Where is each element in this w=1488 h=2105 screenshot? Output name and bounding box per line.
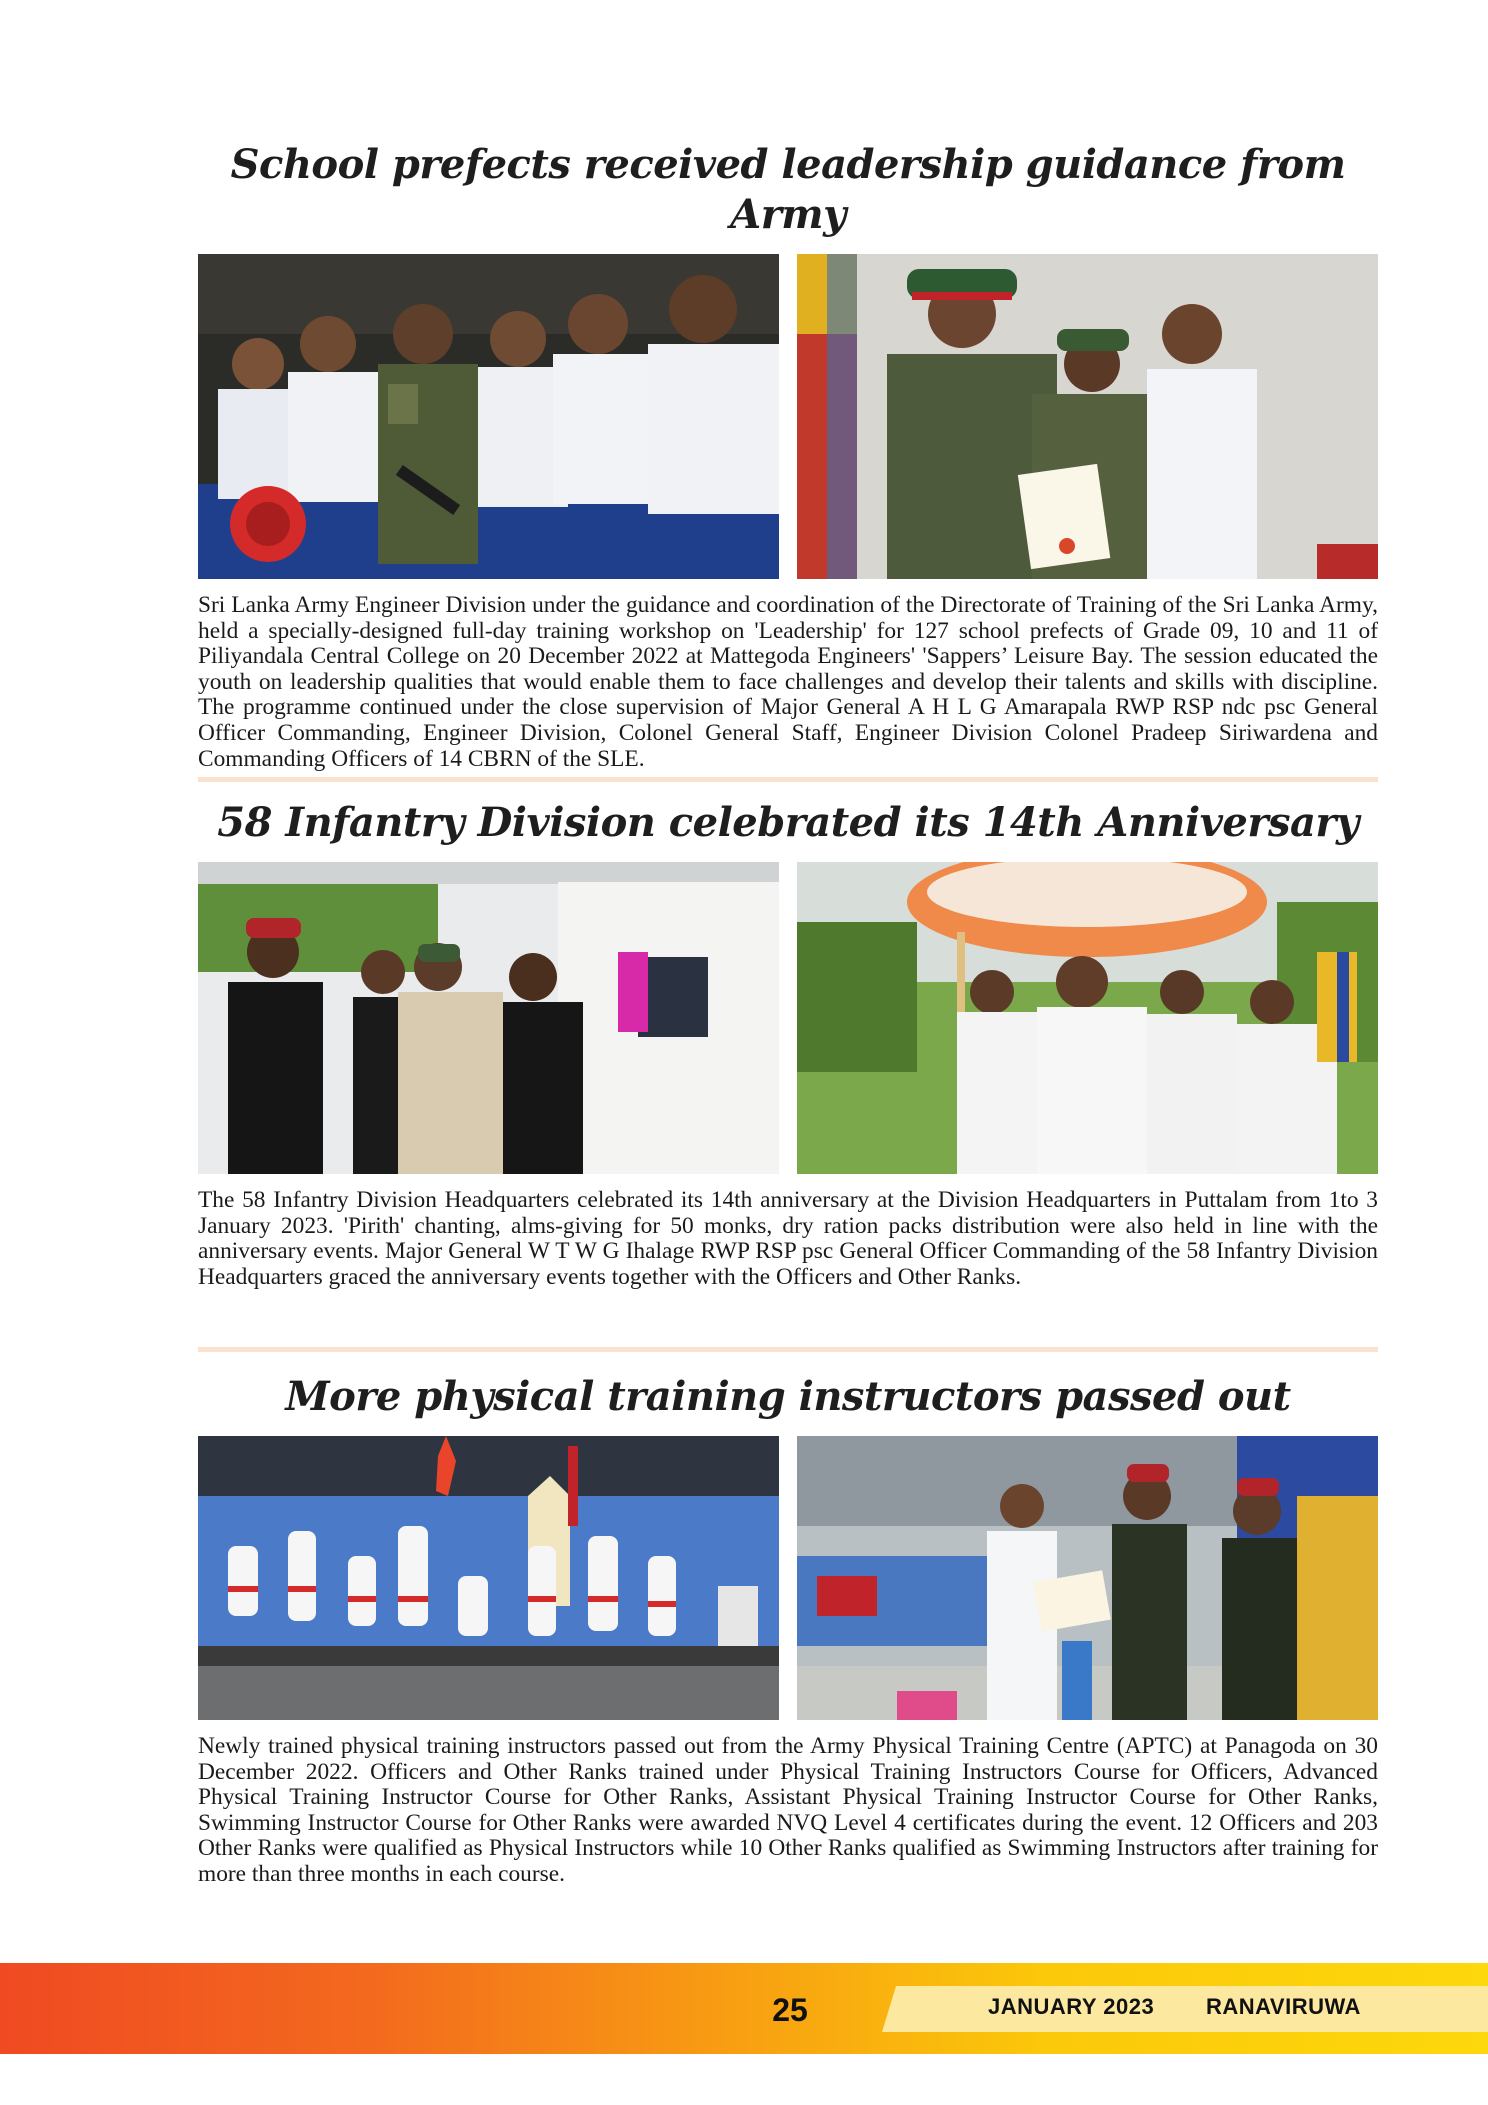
article-headline: School prefects received leadership guidance from Army	[230, 141, 1346, 238]
photo-anniversary-procession	[797, 862, 1378, 1174]
article-pti-pass-out	[198, 1372, 1378, 1888]
issue-date: JANUARY 2023	[988, 1994, 1155, 2019]
page-number: 25	[772, 1992, 808, 2028]
section-divider	[198, 1347, 1378, 1352]
article-headline: More physical training instructors passed out	[285, 1373, 1291, 1420]
photo-certificate-award	[797, 254, 1378, 579]
article-body: The 58 Infantry Division Headquarters celebrated its 14th anniversary at the Division Headquarters in Puttalam from 1to 3 January 2023. 'Pirith' chanting, alms-giving for 50 monks, dry ration packs distribution were also held in line with the anniversary events. Major General W T W G Ihalage RWP RSP psc General Officer Commanding of the 58 Infantry Division Headquarters graced the anniversary events together with the Officers and Other Ranks.	[198, 1187, 1378, 1290]
section-divider	[198, 777, 1378, 782]
article-body: Newly trained physical training instructors passed out from the Army Physical Training Centre (APTC) at Panagoda on 30 December 2022. Officers and Other Ranks trained under Physical Training Instructors Course for Officers, Advanced Physical Training Instructor Course for Other Ranks, Assistant Physical Training Instructor Course for Other Ranks, Swimming Instructor Course for Other Ranks were awarded NVQ Level 4 certificates during the event. 12 Officers and 203 Other Ranks were qualified as Physical Instructors while 10 Other Ranks qualified as Swimming Instructors after training for more than three months in each course.	[198, 1733, 1378, 1887]
photo-plaque-unveiling	[198, 862, 779, 1174]
article-headline: 58 Infantry Division celebrated its 14th Anniversary	[217, 799, 1359, 846]
photo-certificate-presentation	[797, 1436, 1378, 1720]
footer-tab	[882, 1986, 1488, 2032]
article-prefects	[198, 140, 1378, 772]
article-58-division	[198, 798, 1378, 1290]
article-body: Sri Lanka Army Engineer Division under the guidance and coordination of the Directorate of Training of the Sri Lanka Army, held a specially-designed full-day training workshop on 'Leadership' for 127 school prefects of Grade 09, 10 and 11 of Piliyandala Central College on 20 December 2022 at Mattegoda Engineers' 'Sappers’ Leisure Bay. The session educated the youth on leadership qualities that would enable them to face challenges and develop their talents and skills with discipline. The programme continued under the close supervision of Major General A H L G Amarapala RWP RSP ndc psc General Officer Commanding, Engineer Division, Colonel General Staff, Engineer Division Colonel Pradeep Siriwardena and Commanding Officers of 14 CBRN of the SLE.	[198, 592, 1378, 772]
photo-gymnastics-display	[198, 1436, 779, 1720]
magazine-name: RANAVIRUWA	[1206, 1994, 1361, 2019]
photo-prefects-workshop	[198, 254, 779, 579]
